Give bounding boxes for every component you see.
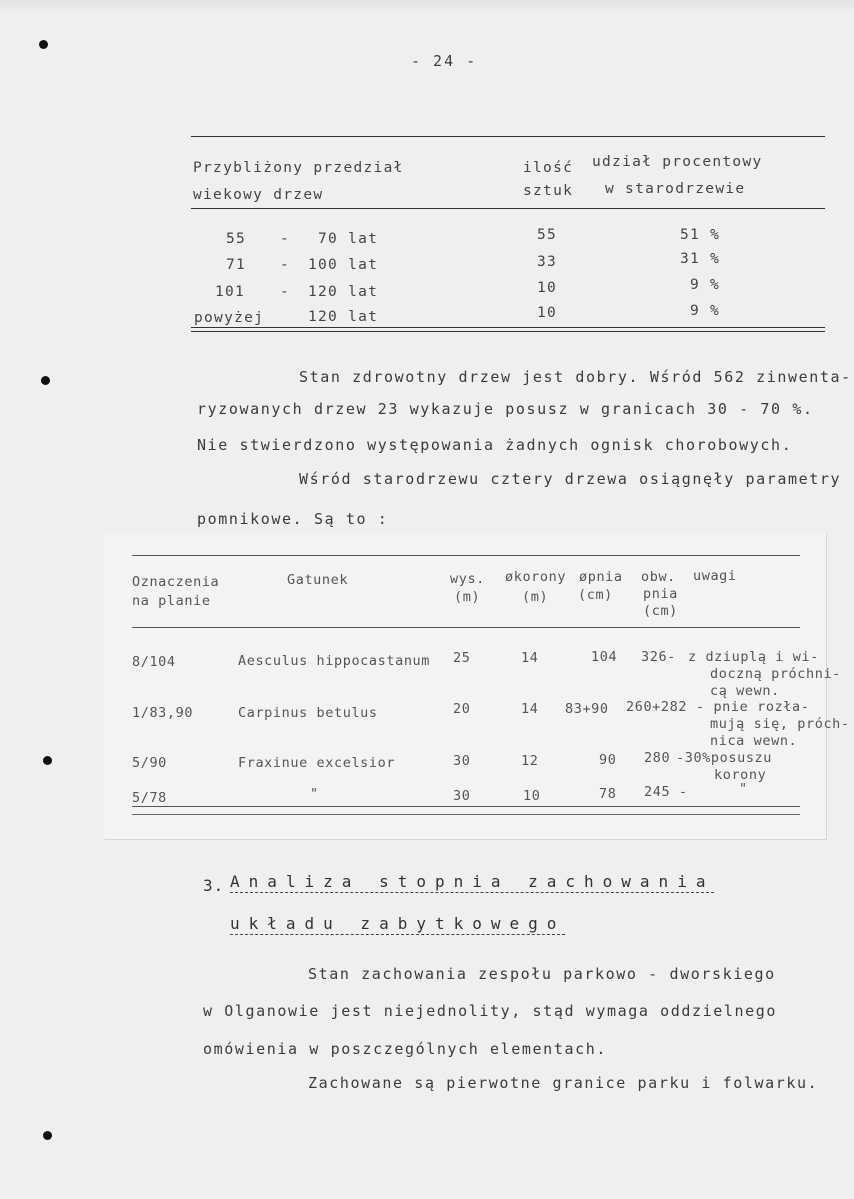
- cell-note: nica wewn.: [710, 733, 798, 749]
- cell-circumference: 260+282: [626, 699, 688, 715]
- section-title: Analiza stopnia zachowania: [230, 872, 715, 891]
- punch-hole: [39, 40, 48, 49]
- header-share: udział procentowy: [592, 154, 763, 170]
- table-bottom-rule: [191, 327, 825, 328]
- cell-mark: 1/83,90: [132, 705, 194, 721]
- paragraph-line: Wśród starodrzewu cztery drzewa osiągnęły parametry: [299, 470, 842, 488]
- age-from: 71: [226, 257, 247, 273]
- cell-height: 30: [453, 788, 471, 804]
- cell-note: cą wewn.: [710, 683, 780, 699]
- cell-mark: 8/104: [132, 654, 176, 670]
- cell-note: korony: [714, 767, 767, 783]
- header-age-range-2: wiekowy drzew: [193, 187, 324, 203]
- age-dash: -: [280, 231, 291, 247]
- punch-hole: [41, 376, 50, 385]
- age-to: 120 lat: [308, 284, 379, 300]
- section-title-2: układu zabytkowego: [230, 914, 566, 933]
- header-trunk-unit: (cm): [578, 587, 613, 603]
- header-crown: økorony: [505, 569, 567, 585]
- table-header-rule: [191, 208, 825, 209]
- cell-height: 30: [453, 753, 471, 769]
- header-circumference-2: pnia: [643, 586, 678, 602]
- paragraph-line: Nie stwierdzono występowania żadnych ognisk chorobowych.: [197, 436, 793, 454]
- header-crown-unit: (m): [522, 589, 549, 605]
- cell-height: 25: [453, 650, 471, 666]
- table-bottom-rule-2: [191, 331, 825, 332]
- cell-note-ditto: ": [739, 781, 748, 797]
- table-bottom-rule-2: [132, 814, 800, 815]
- cell-trunk: 104: [591, 649, 618, 665]
- tree-percent: 51 %: [680, 227, 721, 243]
- header-notes: uwagi: [693, 568, 737, 584]
- cell-circumference: 326-: [641, 649, 676, 665]
- header-height-unit: (m): [454, 589, 481, 605]
- cell-crown: 14: [521, 701, 539, 717]
- header-mark-2: na planie: [132, 593, 211, 609]
- cell-note: doczną próchni-: [710, 666, 841, 682]
- age-dash: -: [280, 257, 291, 273]
- cell-mark: 5/90: [132, 755, 167, 771]
- header-species: Gatunek: [287, 572, 349, 588]
- header-count-2: sztuk: [523, 183, 574, 199]
- header-count: ilość: [523, 160, 574, 176]
- table-top-rule: [191, 136, 825, 137]
- paragraph-line: Stan zachowania zespołu parkowo - dworskiego: [308, 965, 776, 983]
- age-to: 70 lat: [318, 231, 379, 247]
- paragraph-line: Zachowane są pierwotne granice parku i folwarku.: [308, 1074, 819, 1092]
- cell-circumference: 245 -: [644, 784, 688, 800]
- age-dash: -: [280, 284, 291, 300]
- cell-circumference: 280: [644, 750, 671, 766]
- cell-species-ditto: ": [310, 786, 319, 802]
- cell-note: mują się, próch-: [710, 716, 850, 732]
- cell-species: Fraxinue excelsior: [238, 755, 396, 771]
- tree-percent: 9 %: [690, 277, 721, 293]
- cell-species: Carpinus betulus: [238, 705, 378, 721]
- cell-mark: 5/78: [132, 790, 167, 806]
- page-number: - 24 -: [411, 52, 478, 70]
- paragraph-line: Stan zdrowotny drzew jest dobry. Wśród 562 zinwenta-: [299, 368, 852, 386]
- tree-count: 10: [537, 280, 558, 296]
- cell-crown: 14: [521, 650, 539, 666]
- cell-note: z dziuplą i wi-: [688, 649, 819, 665]
- header-height: wys.: [450, 571, 485, 587]
- cell-crown: 10: [523, 788, 541, 804]
- header-age-range: Przybliżony przedział: [193, 160, 404, 176]
- header-circumference: obw.: [641, 569, 676, 585]
- punch-hole: [43, 756, 52, 765]
- header-share-2: w starodrzewie: [605, 181, 746, 197]
- header-mark: Oznaczenia: [132, 574, 220, 590]
- paragraph-line: omówienia w poszczególnych elementach.: [203, 1040, 607, 1058]
- table-header-rule: [132, 627, 800, 628]
- cell-trunk: 83+90: [565, 701, 609, 717]
- table-bottom-rule: [132, 806, 800, 807]
- cell-height: 20: [453, 701, 471, 717]
- page-fold-shadow: [0, 0, 854, 14]
- age-from: 55: [226, 231, 247, 247]
- tree-count: 55: [537, 227, 558, 243]
- age-to: 120 lat: [308, 309, 379, 325]
- age-from: powyżej: [194, 310, 265, 326]
- monument-trees-table-inset: [104, 533, 850, 839]
- tree-percent: 9 %: [690, 303, 721, 319]
- cell-crown: 12: [521, 753, 539, 769]
- cell-trunk: 78: [599, 786, 617, 802]
- section-number: 3.: [203, 876, 225, 895]
- age-from: 101: [215, 284, 246, 300]
- cell-note: -30%posuszu: [676, 750, 773, 766]
- cell-note: - pnie rozła-: [696, 699, 810, 715]
- table-top-rule: [132, 555, 800, 556]
- cell-trunk: 90: [599, 752, 617, 768]
- punch-hole: [43, 1131, 52, 1140]
- age-to: 100 lat: [308, 257, 379, 273]
- cell-species: Aesculus hippocastanum: [238, 653, 431, 669]
- paragraph-line: pomnikowe. Są to :: [197, 510, 389, 528]
- header-circumference-unit: (cm): [643, 603, 678, 619]
- tree-count: 10: [537, 305, 558, 321]
- paragraph-line: ryzowanych drzew 23 wykazuje posusz w granicach 30 - 70 %.: [197, 400, 814, 418]
- tree-count: 33: [537, 254, 558, 270]
- header-trunk: øpnia: [579, 569, 623, 585]
- paragraph-line: w Olganowie jest niejednolity, stąd wymaga oddzielnego: [203, 1002, 778, 1020]
- tree-percent: 31 %: [680, 251, 721, 267]
